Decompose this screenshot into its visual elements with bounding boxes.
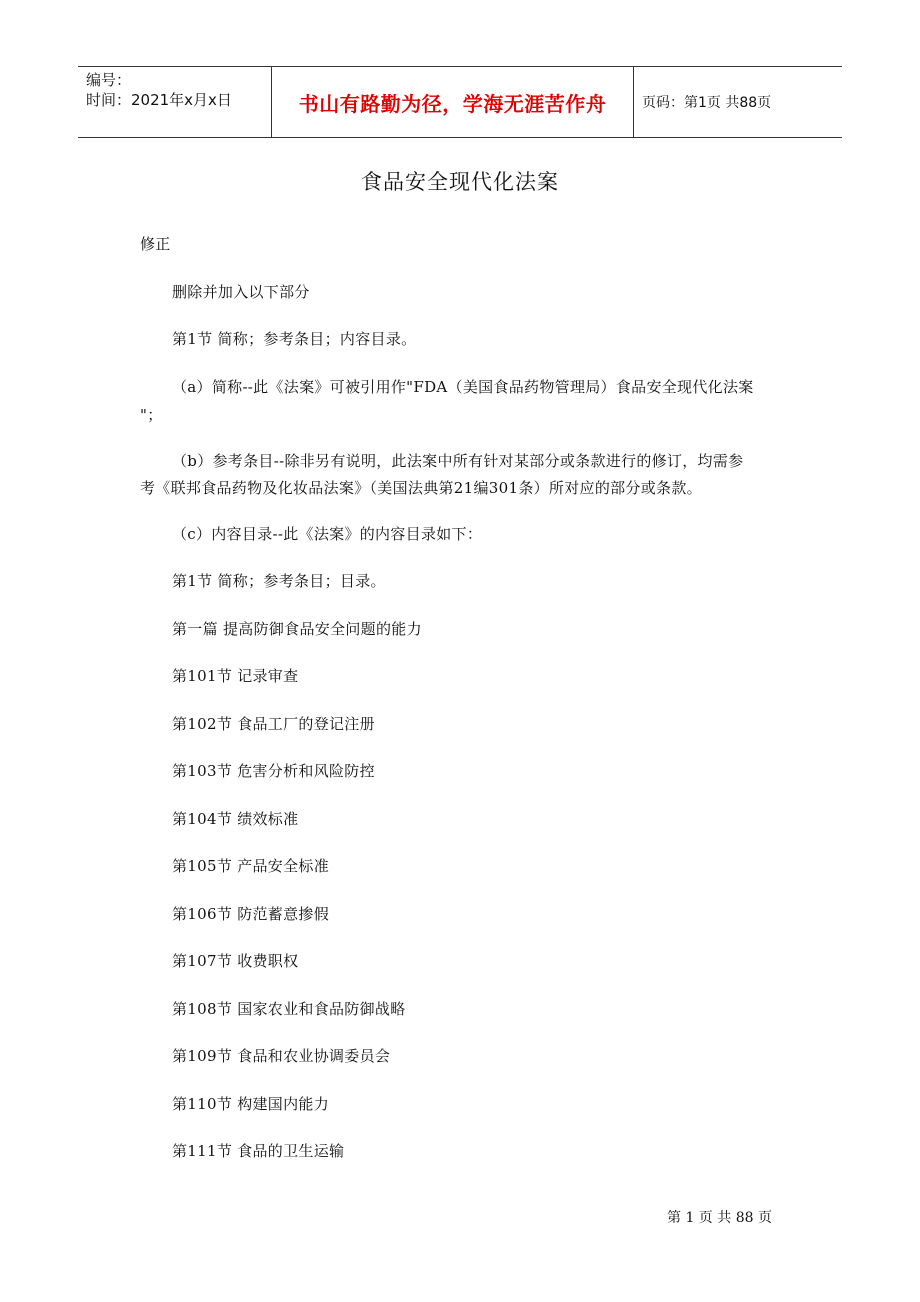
- toc-entry: 第109节 食品和农业协调委员会: [172, 1047, 391, 1065]
- header-page-info: 页码：第1页 共88页: [642, 95, 772, 111]
- body-line: 修正: [140, 235, 171, 253]
- body-line: （c）内容目录--此《法案》的内容目录如下：: [172, 525, 483, 543]
- page-footer: 第 1 页 共 88 页: [667, 1210, 772, 1226]
- document-number-label: 编号：: [86, 71, 132, 89]
- document-time-label: 时间：2021年x月x日: [86, 91, 232, 109]
- toc-entry: 第108节 国家农业和食品防御战略: [172, 1000, 406, 1018]
- body-line: （b）参考条目--除非另有说明，此法案中所有针对某部分或条款进行的修订，均需参: [172, 452, 744, 470]
- body-line: 第1节 简称；参考条目；目录。: [172, 572, 386, 590]
- body-line: 第1节 简称；参考条目；内容目录。: [172, 330, 417, 348]
- toc-entry: 第110节 构建国内能力: [172, 1095, 329, 1113]
- body-line: "；: [140, 406, 163, 424]
- body-line: 删除并加入以下部分: [172, 283, 310, 301]
- body-line: （a）简称--此《法案》可被引用作"FDA（美国食品药物管理局）食品安全现代化法案: [172, 378, 754, 396]
- header-meta-cell: [78, 67, 272, 137]
- toc-entry: 第103节 危害分析和风险防控: [172, 762, 375, 780]
- toc-entry: 第104节 绩效标准: [172, 810, 299, 828]
- toc-entry: 第111节 食品的卫生运输: [172, 1142, 345, 1160]
- toc-entry: 第101节 记录审查: [172, 667, 299, 685]
- toc-entry: 第107节 收费职权: [172, 952, 299, 970]
- toc-entry: 第106节 防范蓄意掺假: [172, 905, 329, 923]
- header-motto: 书山有路勤为径，学海无涯苦作舟: [272, 67, 634, 137]
- body-line: 第一篇 提高防御食品安全问题的能力: [172, 620, 422, 638]
- document-title: 食品安全现代化法案: [361, 170, 559, 194]
- toc-entry: 第105节 产品安全标准: [172, 857, 329, 875]
- body-line: 考《联邦食品药物及化妆品法案》（美国法典第21编301条）所对应的部分或条款。: [140, 479, 702, 497]
- toc-entry: 第102节 食品工厂的登记注册: [172, 715, 375, 733]
- header-table: [78, 66, 842, 138]
